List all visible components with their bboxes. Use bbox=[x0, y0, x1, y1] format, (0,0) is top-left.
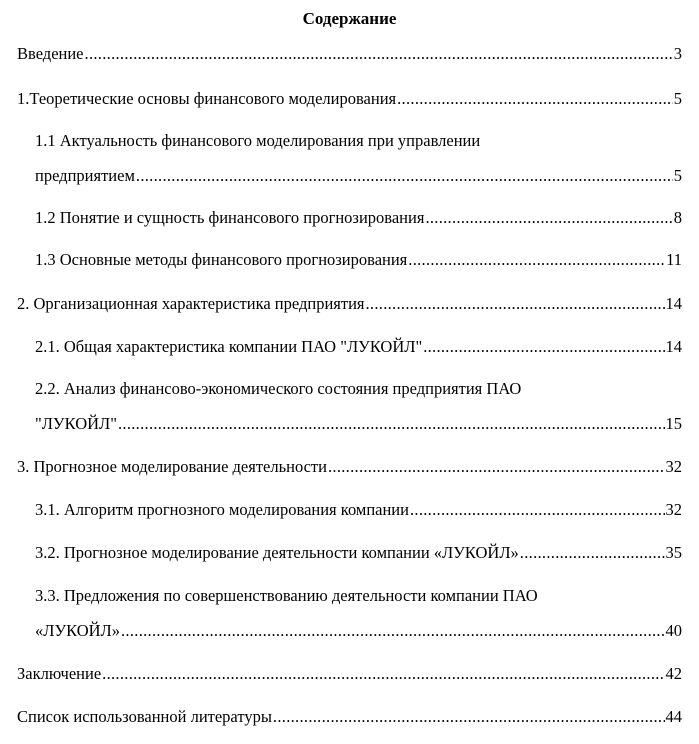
toc-leader-dots bbox=[273, 705, 665, 729]
toc-entry-2-2 bbox=[35, 412, 682, 436]
toc-entry-2-1 bbox=[35, 335, 682, 359]
toc-title: Содержание bbox=[302, 9, 397, 28]
toc-leader-dots bbox=[118, 412, 665, 436]
toc-page-number: 14 bbox=[665, 294, 682, 313]
toc-page-number: 15 bbox=[665, 414, 682, 433]
toc-entry-chapter-3 bbox=[17, 455, 682, 479]
toc-page-number: 42 bbox=[665, 664, 682, 683]
toc-leader-dots bbox=[397, 87, 673, 111]
toc-page-number: 11 bbox=[666, 250, 682, 269]
toc-entry-text: 3.1. Алгоритм прогнозного моделирования компании bbox=[35, 500, 409, 519]
toc-entry-1-1-line1: 1.1 Актуальность финансового моделирования при управлении bbox=[35, 131, 481, 150]
toc-page-number: 32 bbox=[665, 500, 682, 519]
toc-entry-text: Введение bbox=[17, 44, 84, 63]
toc-page-number: 5 bbox=[673, 89, 682, 108]
toc-leader-dots bbox=[328, 455, 665, 479]
toc-page-number: 35 bbox=[665, 543, 682, 562]
toc-entry-1-3 bbox=[35, 248, 682, 272]
toc-entry-text: предприятием bbox=[35, 166, 135, 185]
toc-entry-2-2-line1: 2.2. Анализ финансово-экономического состояния предприятия ПАО bbox=[35, 379, 522, 398]
toc-leader-dots bbox=[102, 662, 664, 686]
toc-page-number: 5 bbox=[673, 166, 682, 185]
toc-entry-text: "ЛУКОЙЛ" bbox=[35, 414, 117, 433]
toc-entry-3-3 bbox=[35, 619, 682, 643]
toc-leader-dots bbox=[408, 248, 665, 272]
toc-page-number: 14 bbox=[665, 337, 682, 356]
toc-entry-conclusion bbox=[17, 662, 682, 686]
toc-leader-dots bbox=[366, 292, 665, 316]
toc-entry-1-1 bbox=[35, 164, 682, 188]
toc-leader-dots bbox=[520, 541, 665, 565]
toc-entry-3-3-line1: 3.3. Предложения по совершенствованию деятельности компании ПАО bbox=[35, 586, 538, 605]
toc-entry-3-2 bbox=[35, 541, 682, 565]
toc-entry-text: Список использованной литературы bbox=[17, 707, 272, 726]
toc-entry-text: 2.1. Общая характеристика компании ПАО "ЛУКОЙЛ" bbox=[35, 337, 423, 356]
toc-leader-dots bbox=[425, 206, 672, 230]
toc-leader-dots bbox=[85, 42, 673, 66]
toc-entry-text: Заключение bbox=[17, 664, 102, 683]
toc-leader-dots bbox=[136, 164, 673, 188]
toc-entry-introduction bbox=[17, 42, 682, 66]
toc-leader-dots bbox=[423, 335, 664, 359]
toc-entry-bibliography bbox=[17, 705, 682, 729]
toc-entry-text: 1.2 Понятие и сущность финансового прогнозирования bbox=[35, 208, 425, 227]
toc-page-number: 44 bbox=[665, 707, 682, 726]
toc-entry-chapter-1 bbox=[17, 87, 682, 111]
toc-page-number: 8 bbox=[673, 208, 682, 227]
toc-entry-1-2 bbox=[35, 206, 682, 230]
toc-leader-dots bbox=[121, 619, 665, 643]
toc-page-number: 3 bbox=[673, 44, 682, 63]
toc-page-number: 32 bbox=[665, 457, 682, 476]
toc-leader-dots bbox=[410, 498, 665, 522]
toc-entry-text: 3. Прогнозное моделирование деятельности bbox=[17, 457, 327, 476]
toc-entry-text: 1.3 Основные методы финансового прогнозирования bbox=[35, 250, 408, 269]
toc-entry-text: «ЛУКОЙЛ» bbox=[35, 621, 120, 640]
toc-entry-chapter-2 bbox=[17, 292, 682, 316]
toc-entry-3-1 bbox=[35, 498, 682, 522]
toc-page-number: 40 bbox=[665, 621, 682, 640]
toc-entry-text: 3.2. Прогнозное моделирование деятельности компании «ЛУКОЙЛ» bbox=[35, 543, 519, 562]
toc-entry-text: 1.Теоретические основы финансового моделирования bbox=[17, 89, 397, 108]
toc-entry-text: 2. Организационная характеристика предприятия bbox=[17, 294, 365, 313]
